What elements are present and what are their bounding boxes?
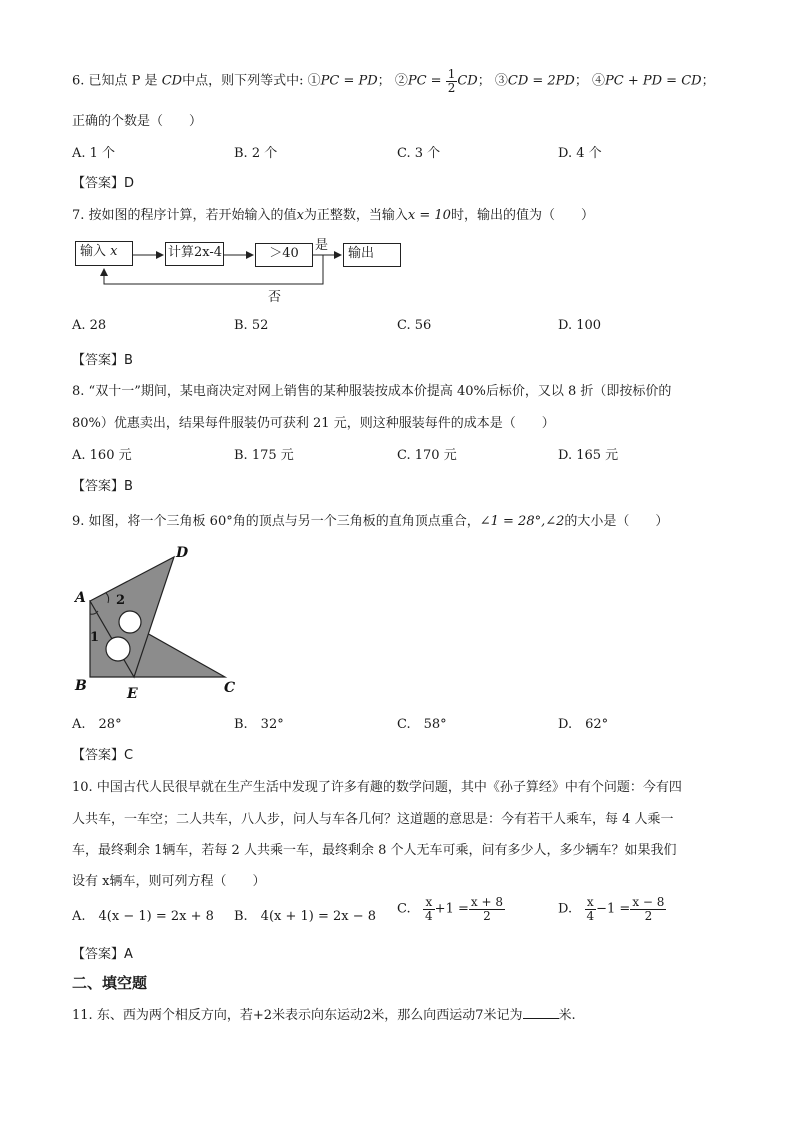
q7-option-c: C. 56 [397,318,432,333]
q10-option-c: C. $\frac{x}{4}$ +1 = $\frac{x + 8}{2}$ [397,895,503,923]
q6-option-b: B. 2 个 [234,146,278,161]
q6-option-a: A. 1 个 [72,146,116,161]
q6-option-c: C. 3 个 [397,146,441,161]
flow-no-label: 否 [268,290,282,305]
label-angle-1: 1 [90,630,100,645]
arrow-loop-back [104,255,323,284]
q10-option-d: D. $\frac{x}{4}$ −1 = $\frac{x - 8}{2}$ [558,895,665,923]
q8-option-c: C. 170 元 [397,448,457,463]
q11-answer-blank[interactable] [523,1006,559,1019]
flow-calc-box: 计算2x-4 [165,242,224,266]
label-E: E [127,686,138,702]
q10-option-a: A. 4(x − 1) = 2x + 8 [72,909,214,924]
q7-question: 7. 按如图的程序计算，若开始输入的值x为正整数，当输入x = 10时，输出的值为（ ） [72,208,594,223]
q10-line4: 设有 x辆车，则可列方程（ ） [72,874,266,889]
label-A: A [75,590,86,606]
q9-option-a: A. 28° [72,717,122,732]
q8-answer: 【答案】B [72,479,133,494]
q6-line2: 正确的个数是（ ） [72,114,203,129]
q8-line1: 8. “双十一”期间，某电商决定对网上销售的某种服装按成本价提高 40%后标价，又以 8 折（即按标价的 [72,384,672,399]
q10-line2: 人共车，一车空；二人共车，八人步，问人与车各几何？这道题的意思是：今有若干人乘车，每 4 人乘一 [72,812,674,827]
q9-question: 9. 如图，将一个三角板 60°角的顶点与另一个三角板的直角顶点重合，∠1 = 28°,∠2的大小是（ ） [72,514,669,529]
q7-option-a: A. 28 [72,318,107,333]
q10-line3: 车，最终剩余 1辆车，若每 2 人共乘一车，最终剩余 8 个人无车可乘，问有多少人，多少辆车？如果我们 [72,843,677,858]
q9-figure [72,540,252,702]
q6-answer: 【答案】D [72,176,135,191]
flow-arrows [0,0,794,320]
q8-line2: 80%）优惠卖出，结果每件服装仍可获利 21 元，则这种服装每件的成本是（ ） [72,416,555,431]
hole-upper [119,611,141,633]
hole-lower [106,637,130,661]
q9-option-b: B. 32° [234,717,284,732]
q6-option-d: D. 4 个 [558,146,602,161]
label-B: B [75,678,87,694]
q9-option-c: C. 58° [397,717,447,732]
q6-number: 6. [72,73,85,89]
flow-compare-box: ＞40 [255,243,313,267]
flow-input-box: 输入 x [75,241,133,266]
q7-option-b: B. 52 [234,318,269,333]
q6-line1: 6. 已知点 P 是 CD中点，则下列等式中: ①PC = PD； ②PC = $\frac{1}{2}$ CD； ③CD = 2PD； ④PC + PD = CD； [72,67,715,95]
section-title-fill-in: 二、填空题 [72,974,148,992]
label-D: D [176,545,189,561]
q6-fraction-half: $\frac{1}{2}$ [447,67,456,95]
q10-option-b: B. 4(x + 1) = 2x − 8 [234,909,377,924]
q8-option-d: D. 165 元 [558,448,619,463]
q8-option-b: B. 175 元 [234,448,294,463]
label-C: C [224,680,236,696]
label-angle-2: 2 [116,593,126,608]
q10-answer: 【答案】A [72,947,133,962]
q9-option-d: D. 62° [558,717,609,732]
q7-answer: 【答案】B [72,353,133,368]
q10-line1: 10. 中国古代人民很早就在生产生活中发现了许多有趣的数学问题，其中《孙子算经》中有个问题：今有四 [72,780,682,795]
flow-output-box: 输出 [343,243,401,267]
q11-question: 11. 东、西为两个相反方向，若+2米表示向东运动2米，那么向西运动7米记为 米. [72,1008,576,1023]
q7-option-d: D. 100 [558,318,602,333]
q8-option-a: A. 160 元 [72,448,132,463]
flow-yes-label: 是 [315,238,329,253]
q9-answer: 【答案】C [72,748,134,763]
